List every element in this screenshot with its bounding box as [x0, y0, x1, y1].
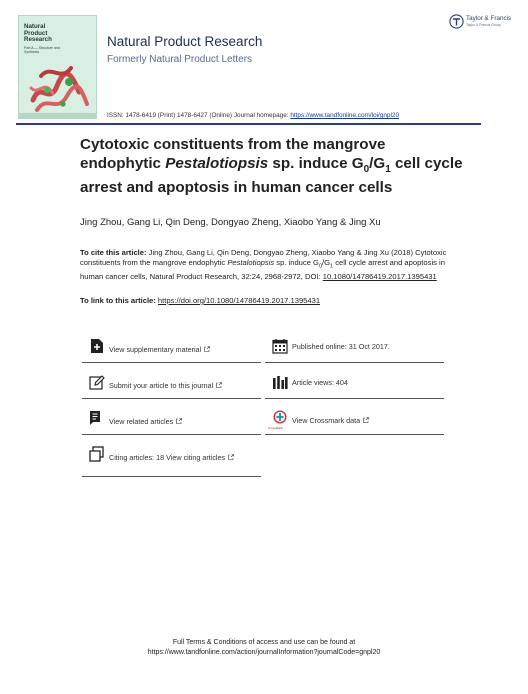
publisher-emblem-icon — [449, 14, 464, 29]
journal-cover — [18, 15, 97, 119]
publisher-logo — [449, 14, 513, 32]
crossmark-button[interactable]: CrossMark View Crossmark data — [265, 405, 444, 435]
external-link-icon — [228, 454, 234, 460]
cover-title: Natural Product Research — [24, 23, 52, 44]
cover-bottom-band — [19, 113, 96, 118]
crossmark-logo-text: CrossMark — [268, 426, 283, 430]
published-online-info: Published online: 31 Oct 2017. — [265, 333, 444, 363]
journal-homepage-link[interactable]: https://www.tandfonline.com/loi/gnpl20 — [290, 112, 400, 119]
calendar-icon — [272, 338, 288, 354]
citing-articles-button[interactable]: Citing articles: 18 View citing articles — [82, 441, 261, 477]
journal-subtitle: Formerly Natural Product Letters — [107, 54, 253, 65]
crossmark-icon — [272, 410, 288, 426]
journal-name: Natural Product Research — [107, 34, 263, 49]
edit-pencil-icon — [89, 374, 105, 390]
article-title: Cytotoxic constituents from the mangrove endophytic Pestalotiopsis sp. induce $G_0/G_1$ cell cycle arrest and apoptosis in human cancer cells — [80, 136, 463, 197]
publisher-tagline: Taylor & Francis Group — [466, 22, 501, 27]
cover-molecule-image — [27, 60, 91, 116]
supplementary-file-icon — [89, 338, 105, 354]
citing-articles-icon — [89, 446, 105, 462]
article-link-line: To link to this article: https://doi.org/10.1080/14786419.2017.1395431 — [80, 296, 321, 305]
citation-block: To cite this article: Jing Zhou, Gang Li, Qin Deng, Dongyao Zheng, Xiaobo Yang & Jing Xu (2018) Cytotoxic constituents from the mangrove endophytic Pestalotiopsis sp. induce $G_0/G_1$ cell cycle arrest and apoptosis in human cancer cells, Natural Product Research, 32:24, 2968-2972, DOI: 10.1080/14786419.2017.1395431 — [80, 248, 447, 281]
external-link-icon — [216, 382, 222, 388]
publisher-name: Taylor & Francis — [466, 15, 512, 22]
citation-doi-link[interactable]: 10.1080/14786419.2017.1395431 — [322, 271, 437, 281]
issn-line: ISSN: 1478-6419 (Print) 1478-6427 (Online) Journal homepage: https://www.tandfonline.com/loi/gnpl20 — [107, 112, 400, 119]
footer-terms-link[interactable]: https://www.tandfonline.com/action/journalInformation?journalCode=gnpl20 — [147, 648, 381, 656]
related-articles-icon — [89, 410, 105, 426]
submit-article-button[interactable]: Submit your article to this journal — [82, 369, 261, 399]
external-link-icon — [204, 346, 210, 352]
article-views-info: Article views: 404 — [265, 369, 444, 399]
bar-chart-icon — [272, 374, 288, 390]
external-link-icon — [176, 418, 182, 424]
header-divider — [16, 123, 481, 125]
article-doi-link[interactable]: https://doi.org/10.1080/14786419.2017.1395431 — [157, 296, 321, 305]
external-link-icon — [363, 417, 369, 423]
cover-subtitle: Part A — Structure and Synthesis — [24, 46, 60, 54]
footer-terms: Full Terms & Conditions of access and use can be found at https://www.tandfonline.com/action/journalInformation?journalCode=gnpl20 — [0, 638, 528, 657]
supplementary-material-button[interactable]: View supplementary material — [82, 333, 261, 363]
article-authors: Jing Zhou, Gang Li, Qin Deng, Dongyao Zheng, Xiaobo Yang & Jing Xu — [80, 217, 381, 228]
related-articles-button[interactable]: View related articles — [82, 405, 261, 435]
